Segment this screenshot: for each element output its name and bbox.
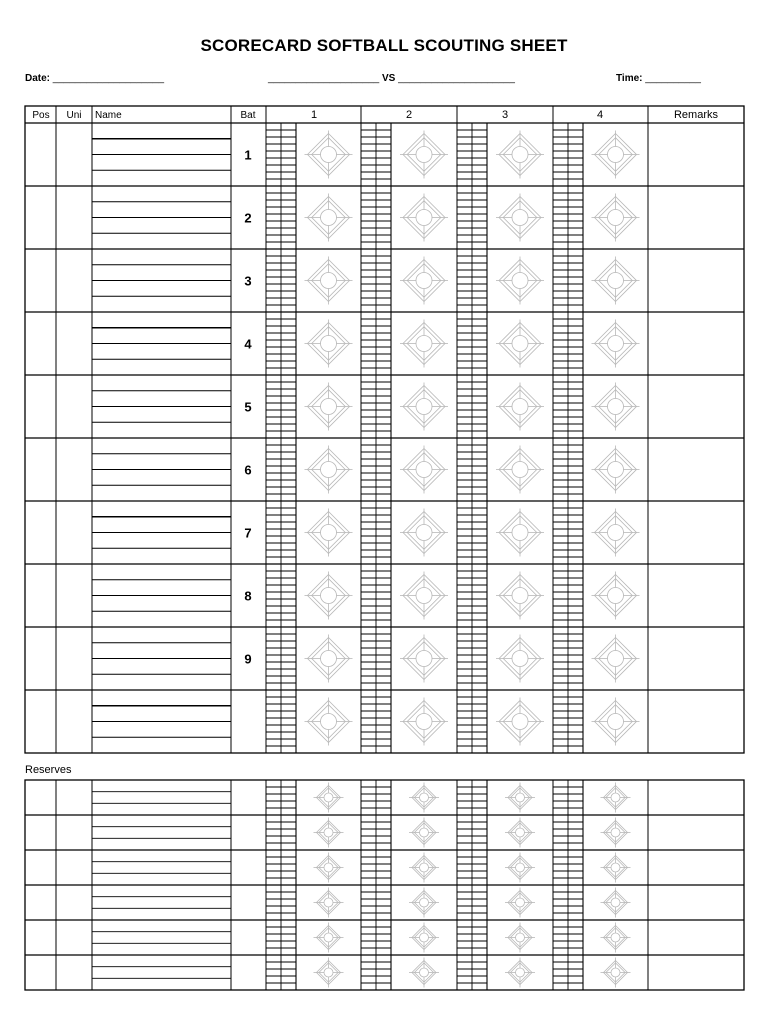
- diamond-icon: [400, 446, 448, 494]
- diamond-icon: [305, 194, 353, 242]
- diamond-icon: [409, 853, 439, 883]
- inning-cell-2[interactable]: [361, 885, 439, 920]
- reserve-row[interactable]: [25, 955, 744, 990]
- diamond-icon: [409, 958, 439, 988]
- inning-cell-1[interactable]: [266, 955, 344, 990]
- inning-cell-4[interactable]: [553, 690, 640, 753]
- diamond-icon: [505, 818, 535, 848]
- inning-cell-2[interactable]: [361, 815, 439, 850]
- reserve-row[interactable]: [25, 885, 744, 920]
- diamond-icon: [496, 572, 544, 620]
- inning-cell-3[interactable]: [457, 780, 535, 815]
- diamond-icon: [601, 853, 631, 883]
- diamond-icon: [314, 818, 344, 848]
- inning-cell-4[interactable]: [553, 186, 640, 249]
- lineup-row[interactable]: [25, 438, 744, 501]
- bat-number: 9: [244, 651, 252, 667]
- diamond-icon: [505, 923, 535, 953]
- bat-number: 2: [244, 210, 252, 226]
- inning-cell-2[interactable]: [361, 690, 448, 753]
- col-inning-1-header: 1: [310, 109, 318, 121]
- column-header-row: [32, 109, 718, 121]
- diamond-icon: [592, 320, 640, 368]
- diamond-icon: [314, 783, 344, 813]
- diamond-icon: [305, 635, 353, 683]
- diamond-icon: [592, 383, 640, 431]
- diamond-icon: [592, 194, 640, 242]
- inning-cell-4[interactable]: [553, 312, 640, 375]
- inning-cell-2[interactable]: [361, 438, 448, 501]
- inning-cell-2[interactable]: [361, 780, 439, 815]
- inning-cell-3[interactable]: [457, 564, 544, 627]
- diamond-icon: [505, 958, 535, 988]
- diamond-icon: [400, 194, 448, 242]
- diamond-icon: [592, 509, 640, 557]
- inning-cell-1[interactable]: [266, 501, 353, 564]
- diamond-icon: [400, 257, 448, 305]
- inning-cell-4[interactable]: [553, 920, 631, 955]
- diamond-icon: [314, 888, 344, 918]
- inning-cell-3[interactable]: [457, 186, 544, 249]
- col-inning-3-header: 3: [501, 109, 509, 121]
- inning-cell-3[interactable]: [457, 123, 544, 186]
- diamond-icon: [305, 257, 353, 305]
- reserve-row[interactable]: [25, 850, 744, 885]
- inning-cell-2[interactable]: [361, 850, 439, 885]
- inning-cell-1[interactable]: [266, 564, 353, 627]
- diamond-icon: [496, 257, 544, 305]
- diamond-icon: [601, 818, 631, 848]
- inning-cell-3[interactable]: [457, 690, 544, 753]
- lineup-row[interactable]: [25, 564, 744, 627]
- inning-cell-1[interactable]: [266, 850, 344, 885]
- inning-cell-4[interactable]: [553, 815, 631, 850]
- diamond-icon: [592, 635, 640, 683]
- diamond-icon: [409, 888, 439, 918]
- diamond-icon: [409, 783, 439, 813]
- inning-cell-4[interactable]: [553, 501, 640, 564]
- inning-cell-2[interactable]: [361, 564, 448, 627]
- inning-cell-1[interactable]: [266, 780, 344, 815]
- inning-cell-3[interactable]: [457, 850, 535, 885]
- bat-number: 6: [244, 462, 252, 478]
- inning-cell-1[interactable]: [266, 438, 353, 501]
- inning-cell-1[interactable]: [266, 885, 344, 920]
- inning-cell-3[interactable]: [457, 312, 544, 375]
- diamond-icon: [496, 635, 544, 683]
- inning-cell-4[interactable]: [553, 955, 631, 990]
- inning-cell-2[interactable]: [361, 249, 448, 312]
- inning-cell-2[interactable]: [361, 312, 448, 375]
- diamond-icon: [400, 320, 448, 368]
- col-inning-2-header: 2: [405, 109, 413, 121]
- inning-cell-1[interactable]: [266, 186, 353, 249]
- diamond-icon: [505, 783, 535, 813]
- diamond-icon: [592, 446, 640, 494]
- lineup-section: [25, 106, 744, 753]
- lineup-row[interactable]: [25, 501, 744, 564]
- diamond-icon: [305, 572, 353, 620]
- diamond-icon: [400, 698, 448, 746]
- diamond-icon: [305, 698, 353, 746]
- page-title: SCORECARD SOFTBALL SCOUTING SHEET: [200, 36, 568, 55]
- inning-cell-3[interactable]: [457, 920, 535, 955]
- diamond-icon: [592, 131, 640, 179]
- diamond-icon: [400, 509, 448, 557]
- inning-cell-1[interactable]: [266, 690, 353, 753]
- diamond-icon: [400, 131, 448, 179]
- col-remarks-header: Remarks: [673, 109, 719, 121]
- diamond-icon: [496, 383, 544, 431]
- date-label: Date:: [25, 73, 51, 84]
- inning-cell-3[interactable]: [457, 375, 544, 438]
- col-inning-4-header: 4: [596, 109, 604, 121]
- reserves-section: [25, 780, 744, 990]
- bat-number: 5: [244, 399, 252, 415]
- diamond-icon: [314, 853, 344, 883]
- inning-cell-1[interactable]: [266, 375, 353, 438]
- col-name-header: Name: [95, 110, 122, 121]
- diamond-icon: [496, 698, 544, 746]
- inning-cell-4[interactable]: [553, 249, 640, 312]
- inning-cell-2[interactable]: [361, 955, 439, 990]
- date-blank[interactable]: ____________________: [52, 73, 165, 84]
- team-a-blank[interactable]: ____________________: [268, 73, 380, 84]
- reserve-row[interactable]: [25, 920, 744, 955]
- lineup-row[interactable]: [25, 627, 744, 690]
- col-uni-header: Uni: [66, 110, 82, 121]
- diamond-icon: [409, 818, 439, 848]
- diamond-icon: [592, 257, 640, 305]
- lineup-row[interactable]: [92, 123, 640, 186]
- diamond-icon: [305, 320, 353, 368]
- bat-number: 3: [244, 273, 252, 289]
- time-blank[interactable]: __________: [645, 73, 701, 84]
- inning-cell-3[interactable]: [457, 955, 535, 990]
- diamond-icon: [305, 383, 353, 431]
- diamond-icon: [400, 635, 448, 683]
- inning-cell-3[interactable]: [457, 627, 544, 690]
- col-bat-header: Bat: [240, 110, 256, 121]
- bat-number: 4: [244, 336, 252, 352]
- inning-cell-1[interactable]: [266, 815, 344, 850]
- lineup-row[interactable]: [25, 186, 744, 249]
- diamond-icon: [496, 194, 544, 242]
- team-b-blank[interactable]: _____________________: [398, 73, 515, 84]
- col-pos-header: Pos: [32, 110, 50, 121]
- inning-cell-2[interactable]: [361, 123, 448, 186]
- diamond-icon: [409, 923, 439, 953]
- lineup-row[interactable]: [25, 249, 744, 312]
- inning-cell-2[interactable]: [361, 375, 448, 438]
- diamond-icon: [601, 958, 631, 988]
- diamond-icon: [314, 958, 344, 988]
- inning-cell-2[interactable]: [361, 186, 448, 249]
- diamond-icon: [592, 698, 640, 746]
- inning-cell-4[interactable]: [553, 780, 631, 815]
- diamond-icon: [601, 888, 631, 918]
- diamond-icon: [505, 853, 535, 883]
- inning-cell-4[interactable]: [553, 627, 640, 690]
- lineup-row[interactable]: [25, 375, 744, 438]
- inning-cell-1[interactable]: [266, 627, 353, 690]
- inning-cell-2[interactable]: [361, 627, 448, 690]
- diamond-icon: [601, 923, 631, 953]
- bat-number: 8: [244, 588, 252, 604]
- diamond-icon: [592, 572, 640, 620]
- time-label: Time:: [616, 73, 643, 84]
- diamond-icon: [496, 320, 544, 368]
- diamond-icon: [496, 509, 544, 557]
- diamond-icon: [400, 383, 448, 431]
- reserves-label: Reserves: [25, 764, 72, 776]
- diamond-icon: [305, 131, 353, 179]
- inning-cell-1[interactable]: [266, 249, 353, 312]
- diamond-icon: [496, 446, 544, 494]
- inning-cell-3[interactable]: [457, 501, 544, 564]
- inning-cell-3[interactable]: [457, 249, 544, 312]
- diamond-icon: [305, 509, 353, 557]
- inning-cell-3[interactable]: [457, 885, 535, 920]
- inning-cell-3[interactable]: [457, 438, 544, 501]
- lineup-row[interactable]: [25, 312, 744, 375]
- vs-label: VS: [382, 73, 396, 84]
- bat-number: 1: [244, 147, 252, 163]
- inning-cell-4[interactable]: [553, 438, 640, 501]
- inning-cell-1[interactable]: [266, 312, 353, 375]
- inning-cell-4[interactable]: [553, 375, 640, 438]
- inning-cell-4[interactable]: [553, 564, 640, 627]
- inning-cell-4[interactable]: [553, 885, 631, 920]
- inning-cell-1[interactable]: [266, 920, 344, 955]
- diamond-icon: [601, 783, 631, 813]
- lineup-row[interactable]: [25, 690, 744, 753]
- diamond-icon: [505, 888, 535, 918]
- inning-cell-1[interactable]: [266, 123, 353, 186]
- diamond-icon: [496, 131, 544, 179]
- diamond-icon: [314, 923, 344, 953]
- reserve-row[interactable]: [25, 815, 744, 850]
- inning-cell-4[interactable]: [553, 123, 640, 186]
- inning-cell-4[interactable]: [553, 850, 631, 885]
- inning-cell-3[interactable]: [457, 815, 535, 850]
- inning-cell-2[interactable]: [361, 920, 439, 955]
- diamond-icon: [400, 572, 448, 620]
- diamond-icon: [305, 446, 353, 494]
- inning-cell-2[interactable]: [361, 501, 448, 564]
- bat-number: 7: [244, 525, 252, 541]
